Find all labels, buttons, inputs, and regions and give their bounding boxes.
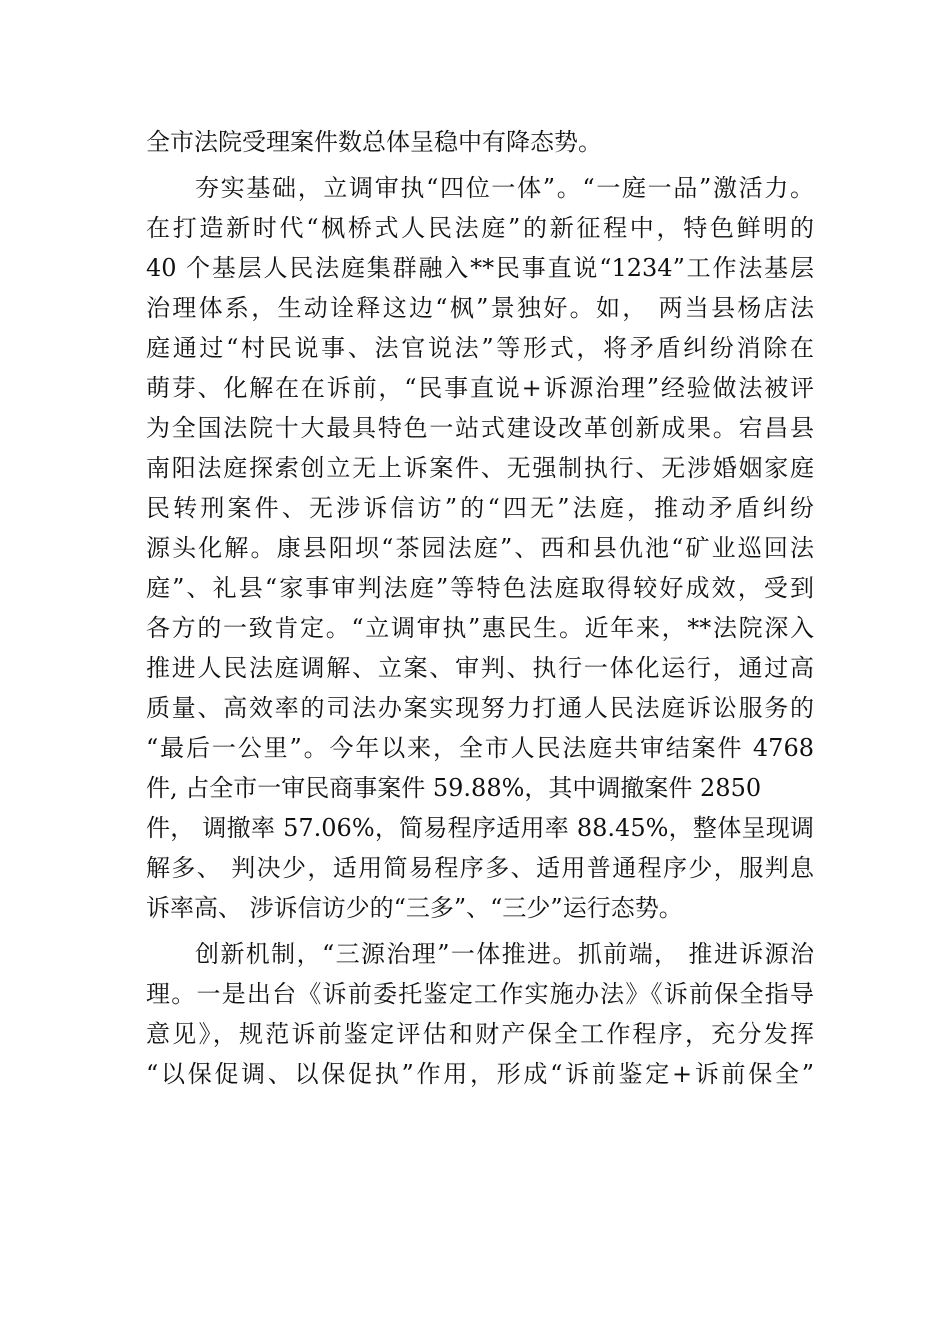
- paragraph-line: 解多、 判决少，适用简易程序多、适用普通程序少，服判息: [146, 854, 814, 882]
- paragraph-line: 创新机制，“三源治理”一体推进。抓前端， 推进诉源治: [195, 940, 814, 968]
- paragraph-line: 夯实基础，立调审执“四位一体”。“一庭一品”激活力。: [195, 174, 814, 202]
- paragraph-line: 治理体系，生动诠释这边“枫”景独好。如， 两当县杨店法: [146, 294, 814, 322]
- paragraph-line: 质量、高效率的司法办案实现努力打通人民法庭诉讼服务的: [146, 694, 814, 722]
- paragraph-line: 诉率高、 涉诉信访少的“三多”、“三少”运行态势。: [146, 894, 683, 922]
- paragraph-line: 意见》，规范诉前鉴定评估和财产保全工作程序，充分发挥: [146, 1020, 814, 1048]
- paragraph-line: 南阳法庭探索创立无上诉案件、无强制执行、无涉婚姻家庭: [146, 454, 814, 482]
- paragraph-line: 推进人民法庭调解、立案、审判、执行一体化运行，通过高: [146, 654, 814, 682]
- paragraph-line: 为全国法院十大最具特色一站式建设改革创新成果。宕昌县: [146, 414, 814, 442]
- paragraph-line: 件, 占全市一审民商事案件 59.88%，其中调撤案件 2850: [146, 774, 762, 802]
- paragraph-line: 理。一是出台《诉前委托鉴定工作实施办法》《诉前保全指导: [146, 980, 814, 1008]
- paragraph-line: 在打造新时代“枫桥式人民法庭”的新征程中，特色鲜明的: [146, 214, 814, 242]
- paragraph-line: 件， 调撤率 57.06%，简易程序适用率 88.45%，整体呈现调: [146, 814, 814, 842]
- paragraph-line: 40 个基层人民法庭集群融入**民事直说“1234”工作法基层: [146, 254, 814, 282]
- paragraph-line: 全市法院受理案件数总体呈稳中有降态势。: [146, 128, 602, 156]
- paragraph-line: 各方的一致肯定。“立调审执”惠民生。近年来，**法院深入: [146, 614, 814, 642]
- paragraph-line: “最后一公里”。今年以来，全市人民法庭共审结案件 4768: [146, 734, 814, 762]
- paragraph-line: 庭通过“村民说事、法官说法”等形式，将矛盾纠纷消除在: [146, 334, 814, 362]
- paragraph-line: 民转刑案件、无涉诉信访”的“四无”法庭，推动矛盾纠纷: [146, 494, 814, 522]
- paragraph-line: 源头化解。康县阳坝“茶园法庭”、西和县仇池“矿业巡回法: [146, 534, 814, 562]
- paragraph-line: “以保促调、以保促执”作用，形成“诉前鉴定+诉前保全”: [146, 1060, 814, 1088]
- paragraph-line: 萌芽、化解在在诉前，“民事直说+诉源治理”经验做法被评: [146, 374, 814, 402]
- paragraph-line: 庭”、礼县“家事审判法庭”等特色法庭取得较好成效，受到: [146, 574, 814, 602]
